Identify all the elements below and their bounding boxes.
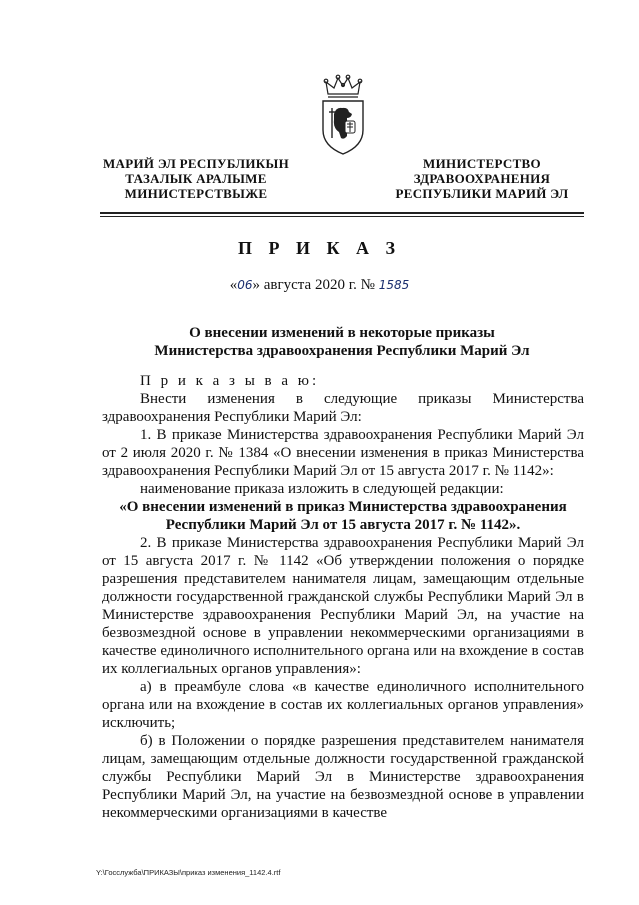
body-paragraph: 1. В приказе Министерства здравоохранения Республики Марий Эл от 2 июля 2020 г. № 1384 «О внесении изменения в приказ Министерства здравоохранения Республики Марий Эл от 15 августа 2017 г. № 1142»: [102,427,584,479]
header-left-line: МИНИСТЕРСТВЫЖЕ [124,186,268,201]
document-date-line [0,277,639,294]
document-body [102,372,584,822]
subject-line: О внесении изменений в некоторые приказы [189,325,495,341]
subject-line: Министерства здравоохранения Республики Марий Эл [154,343,530,359]
handwritten-number: 1585 [378,278,410,292]
document-subject [100,324,584,360]
body-paragraph: Внести изменения в следующие приказы Министерства здравоохранения Республики Марий Эл: [102,391,584,425]
coat-of-arms-emblem [314,74,372,156]
new-title-quote: «О внесении изменений в приказ Министерства здравоохранения Республики Марий Эл от 15 августа 2017 г. № 1142». [119,499,567,533]
header-right-line: МИНИСТЕРСТВО [423,156,541,171]
order-word: П р и к а з ы в а ю: [140,373,320,389]
header-divider-thick [100,212,584,214]
handwritten-day: 06 [237,278,253,292]
body-paragraph: 2. В приказе Министерства здравоохранения Республики Марий Эл от 15 августа 2017 г. № 1142 «Об утверждении положения о порядке разрешения представителем нанимателя лицам, замещающим отдельные должности государственной гражданской службы Республики Марий Эл в Министерстве здравоохранения Республики Марий Эл, на участие на безвозмездной основе в управлении некоммерческими организациями в качестве единоличного исполнительного органа или на вхождение в состав их коллегиальных органов управления»: [102,535,584,677]
header-right-line: РЕСПУБЛИКИ МАРИЙ ЭЛ [395,186,569,201]
header-divider-thin [100,216,584,217]
header-left-line: МАРИЙ ЭЛ РЕСПУБЛИКЫН [102,156,290,171]
header-right-block [376,156,588,201]
document-title: П Р И К А З [237,238,402,258]
body-paragraph: наименование приказа изложить в следующей редакции: [140,481,504,497]
header-left-block [96,156,296,201]
body-paragraph: а) в преамбуле слова «в качестве единоличного исполнительного органа или на вхождение в состав их коллегиальных органов управления» исключить; [102,679,584,731]
header-right-line: ЗДРАВООХРАНЕНИЯ [413,171,551,186]
file-path-footer: Y:\Госслужба\ПРИКАЗЫ\приказ изменения_1142.4.rtf [96,868,281,877]
body-paragraph: б) в Положении о порядке разрешения представителем нанимателя лицам, замещающим отдельные должности государственной гражданской службы Республики Марий Эл в Министерстве здравоохранения Республики Марий Эл, на участие на безвозмездной основе в управлении некоммерческими организациями в качестве [102,733,584,821]
date-open-quote: « [229,277,238,293]
header-left-line: ТАЗАЛЫК АРАЛЫМЕ [125,171,267,186]
date-text: » августа 2020 г. № [252,277,379,293]
